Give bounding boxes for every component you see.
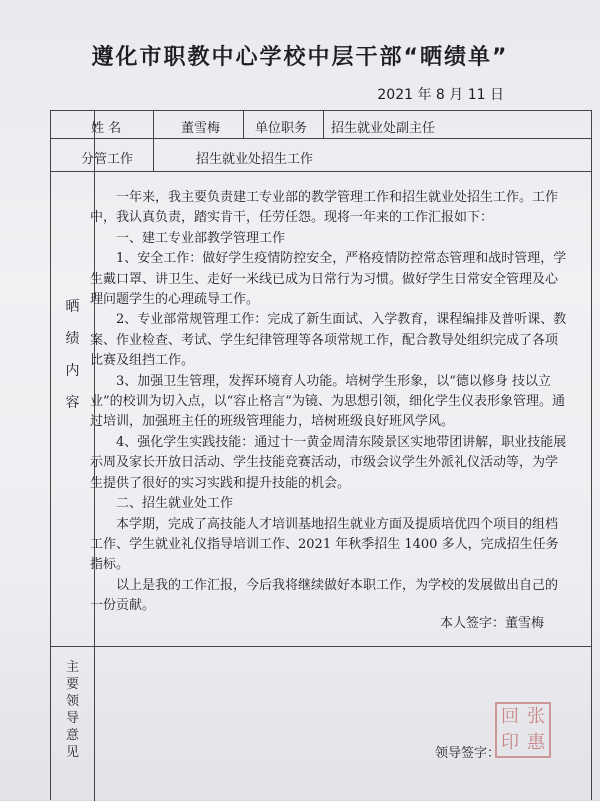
row-divider — [51, 171, 591, 172]
self-signature: 本人签字：董雪梅 — [440, 616, 545, 631]
row-divider — [51, 138, 591, 139]
stamp-char: 惠 — [527, 732, 545, 753]
col-divider — [153, 111, 154, 171]
paragraph: 以上是我的工作汇报，今后我将继续做好本职工作，为学校的发展做出自己的一份贡献。 — [90, 577, 559, 614]
paragraph: 2、专业部常规管理工作：完成了新生面试、入学教育，课程编排及普听课、教案、作业检查、考试、学生纪律管理等各项常规工作，配合教导处组织完成了各项比赛及组挡工作。 — [90, 312, 567, 369]
row-divider — [51, 646, 591, 647]
col-divider — [243, 111, 244, 138]
document-date: 2021 年 8 月 11 日 — [377, 87, 504, 103]
seal-stamp — [495, 702, 551, 758]
document-title: 遵化市职教中心学校中层干部“晒绩单” — [91, 45, 509, 70]
name-value: 董雪梅 — [181, 121, 221, 136]
paragraph: 一年来，我主要负责建工专业部的教学管理工作和招生就业处招生工作。工作中，我认真负责，踏实肯干，任劳任怨。现将一年来的工作汇报如下： — [90, 190, 559, 226]
side-char: 要 — [65, 677, 79, 692]
side-label-achievements — [51, 291, 94, 419]
report-body — [90, 188, 570, 617]
duty-label: 分管工作 — [81, 152, 134, 167]
paragraph: 本学期，完成了高技能人才培训基地招生就业方面及提质培优四个项目的组档工作、学生就业礼仪指导培训工作、2021 年秋季招生 1400 多人，完成招生任务指标。 — [90, 516, 559, 573]
stamp-char: 印 — [501, 732, 519, 753]
name-label: 姓 名 — [91, 121, 122, 136]
side-char: 内 — [65, 363, 80, 379]
side-char: 容 — [65, 395, 80, 411]
section-heading: 二、招生就业处工作 — [116, 496, 234, 512]
paragraph: 1、安全工作：做好学生疫情防控安全，严格疫情防控常态管理和战时管理，学生戴口罩、讲卫生、走好一米线已成为日常行为习惯。做好学生日常安全管理及心理问题学生的心理疏导工作。 — [90, 251, 567, 308]
side-label-leader-opinion — [51, 659, 94, 761]
side-char: 意 — [65, 728, 79, 743]
duty-value: 招生就业处招生工作 — [196, 152, 314, 167]
leader-signature: 领导签字： — [435, 746, 501, 761]
side-char: 见 — [65, 745, 79, 760]
col-divider — [94, 646, 95, 801]
side-char: 主 — [65, 660, 79, 675]
side-char: 绩 — [65, 331, 80, 347]
position-label: 单位职务 — [255, 121, 308, 136]
stamp-char: 张 — [527, 706, 545, 727]
side-char: 领 — [65, 694, 79, 709]
position-value: 招生就业处副主任 — [331, 121, 436, 136]
col-divider — [323, 111, 324, 138]
paragraph: 3、加强卫生管理，发挥环境育人功能。培树学生形象，以“德以修身 技以立业”的校训为切入点，以“容止格言”为镜、为思想引领，细化学生仪表形象管理。通过培训，加强班主任的班级管理能力，培树班级良好班风学风。 — [90, 373, 565, 430]
side-char: 导 — [65, 711, 79, 726]
stamp-char: 回 — [501, 706, 519, 727]
paragraph: 4、强化学生实践技能：通过十一黄金周清东陵景区实地带团讲解，职业技能展示周及家长开放日活动、学生技能竞赛活动，市级会议学生外派礼仪活动等，为学生提供了很好的实习实践和提升技能的机会。 — [90, 434, 567, 491]
section-heading: 一、建工专业部教学管理工作 — [116, 230, 286, 246]
side-char: 晒 — [65, 299, 80, 315]
